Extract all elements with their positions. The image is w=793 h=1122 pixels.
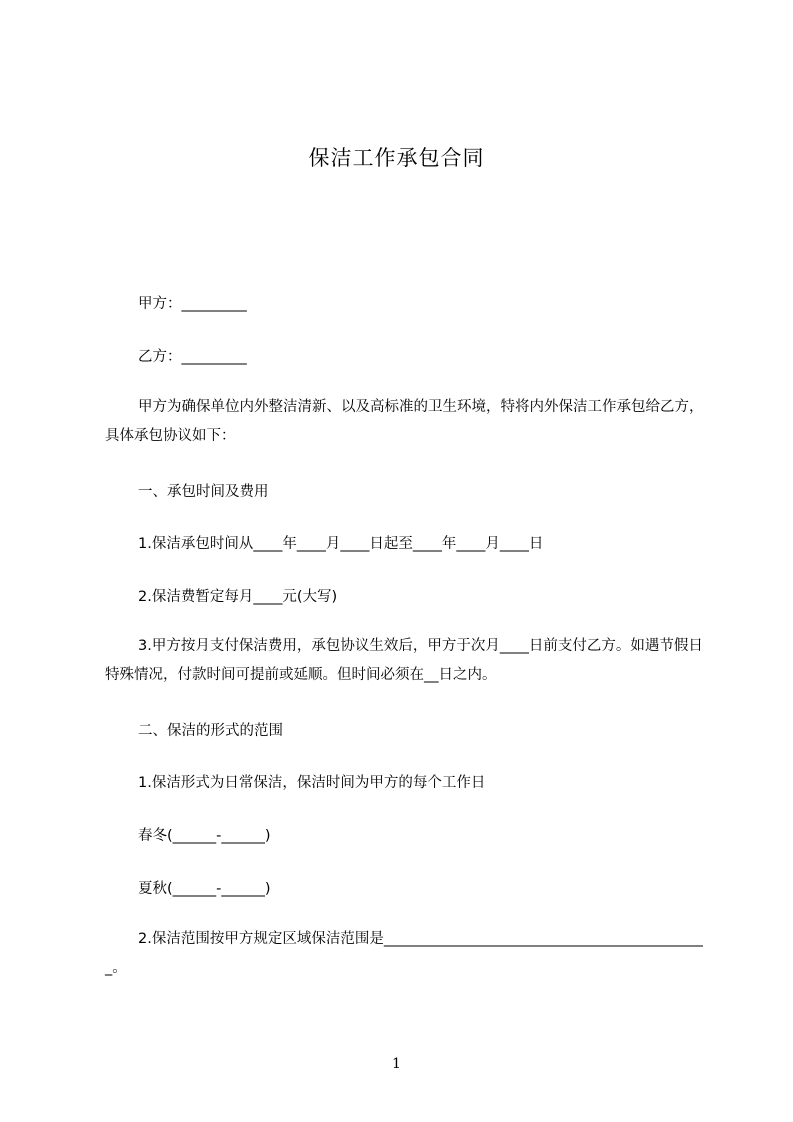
section-2-item-2: 2.保洁范围按甲方规定区域保洁范围是_____________________________________________。 bbox=[105, 931, 703, 976]
section-1-item-2: 2.保洁费暂定每月____元(大写) bbox=[138, 589, 338, 605]
summer-autumn-line: 夏秋(______-______) bbox=[138, 881, 271, 897]
spring-winter-line: 春冬(______-______) bbox=[138, 828, 271, 844]
section-1-item-3: 3.甲方按月支付保洁费用，承包协议生效后，甲方于次月____日前支付乙方。如遇节假日特殊情况，付款时间可提前或延顺。但时间必须在__日之内。 bbox=[105, 638, 703, 683]
party-a-line: 甲方：_________ bbox=[138, 296, 247, 312]
party-b-line: 乙方：_________ bbox=[138, 349, 247, 365]
document-title: 保洁工作承包合同 bbox=[308, 146, 485, 170]
page-number: 1 bbox=[392, 1056, 401, 1072]
section-2-item-1: 1.保洁形式为日常保洁，保洁时间为甲方的每个工作日 bbox=[138, 775, 486, 791]
section-2-heading: 二、保洁的形式的范围 bbox=[138, 723, 283, 739]
section-1-item-1: 1.保洁承包时间从____年____月____日起至____年____月____日 bbox=[138, 536, 544, 552]
intro-paragraph: 甲方为确保单位内外整洁清新、以及高标准的卫生环境，特将内外保洁工作承包给乙方，具体承包协议如下： bbox=[105, 399, 704, 444]
section-1-heading: 一、承包时间及费用 bbox=[138, 484, 269, 500]
